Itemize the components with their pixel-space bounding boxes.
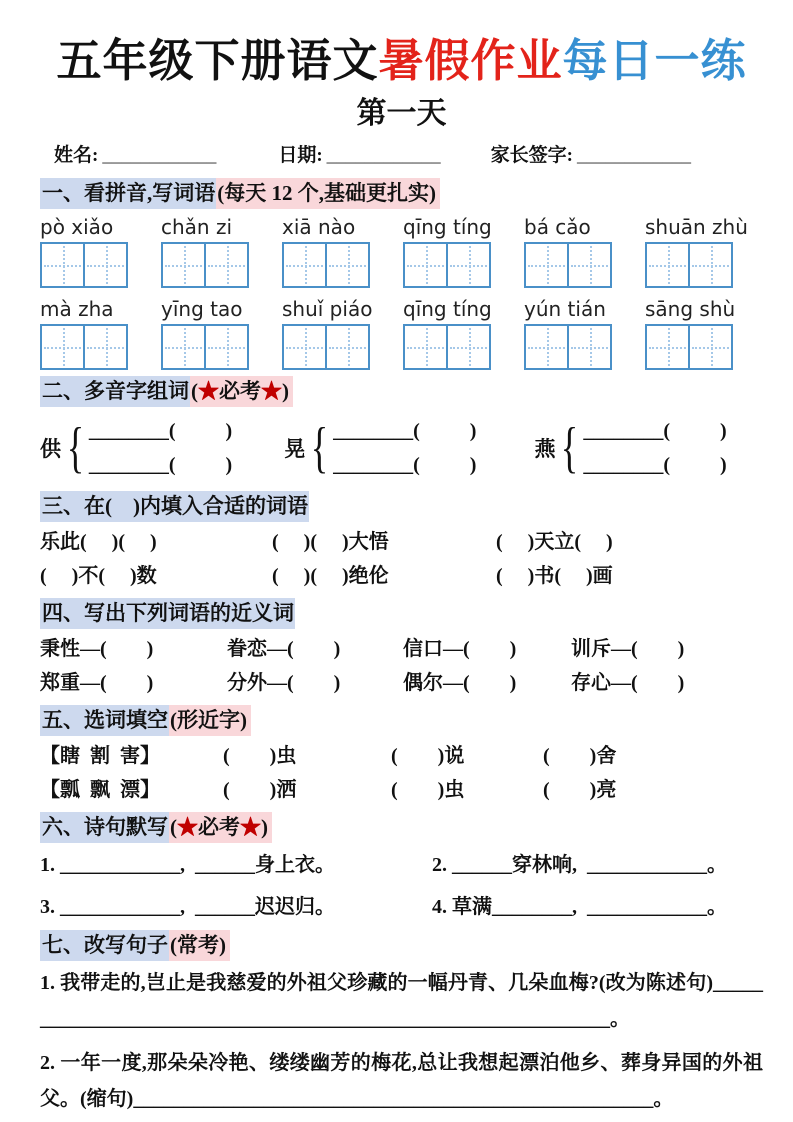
- pinyin-word: [40, 213, 161, 288]
- grid-cell: [40, 324, 85, 370]
- section3-header: [40, 492, 763, 521]
- brace-glyph: {: [561, 417, 579, 479]
- grid-cell: [83, 242, 128, 288]
- multi-reading-group: [284, 414, 476, 482]
- grid-cell: [83, 324, 128, 370]
- grid-cell: [524, 324, 569, 370]
- synonym-item: 分外—( ): [227, 672, 341, 694]
- grid-cell: [688, 242, 733, 288]
- poem-item: 4. 草满________, ____________。: [432, 896, 727, 918]
- tag-open: (: [191, 379, 198, 403]
- section1-header: [40, 179, 763, 208]
- star-icon: ★: [261, 379, 282, 403]
- answer-lines: [89, 414, 232, 482]
- section5-tag: (形近字): [169, 705, 251, 736]
- synonym-item: 偶尔—( ): [403, 672, 517, 694]
- brace-glyph: {: [66, 417, 85, 479]
- section3-row-2: [40, 560, 763, 593]
- grid-cell: [161, 324, 206, 370]
- tag-close: ): [261, 815, 268, 839]
- choice-item: ( )虫: [223, 745, 297, 767]
- choice-item: ( )虫: [391, 779, 465, 801]
- choice-item: ( )亮: [543, 779, 617, 801]
- section1-title: 一、看拼音,写词语: [40, 178, 216, 209]
- grid-cell: [325, 324, 370, 370]
- pinyin-label: bá cǎo: [524, 215, 591, 239]
- rewrite-sentence-1: 1. 我带走的,岂止是我慈爱的外祖父珍藏的一幅丹青、几朵血梅?(改为陈述句)______________________________________________________________。: [40, 972, 763, 1030]
- section2-tag: [190, 376, 293, 407]
- character: 晃: [284, 437, 306, 461]
- grid-cell: [688, 324, 733, 370]
- synonym-item: 郑重—( ): [40, 672, 154, 694]
- tag-close: ): [282, 379, 289, 403]
- section6-tag: [169, 812, 272, 843]
- pinyin-word: [282, 213, 403, 288]
- synonym-item: 存心—( ): [571, 672, 685, 694]
- section1-tag: (每天 12 个,基础更扎实): [216, 178, 440, 209]
- fill-item: ( )不( )数: [40, 565, 157, 587]
- pinyin-label: mà zha: [40, 297, 114, 321]
- answer-line: ________( ): [583, 420, 727, 442]
- name-label: 姓名:: [54, 145, 99, 166]
- section2-header: [40, 377, 763, 406]
- pinyin-label: sāng shù: [645, 297, 736, 321]
- title-part-homework: 暑假作业: [378, 35, 563, 86]
- info-row: [54, 140, 763, 167]
- answer-line: ________( ): [583, 454, 727, 476]
- character: 供: [40, 437, 61, 461]
- grid-cell: [446, 242, 491, 288]
- poem-item: 2. ______穿林响, ____________。: [432, 854, 727, 876]
- grid-cell: [567, 324, 612, 370]
- grid-cell: [282, 242, 327, 288]
- pinyin-word: [645, 295, 735, 370]
- pinyin-label: xiā nào: [282, 215, 356, 239]
- multi-reading-group: [40, 414, 232, 482]
- answer-lines: [583, 414, 726, 482]
- grid-cell: [567, 242, 612, 288]
- grid-cell: [645, 242, 690, 288]
- grid-cell: [446, 324, 491, 370]
- star-icon: ★: [198, 379, 219, 403]
- pinyin-label: shuān zhù: [645, 215, 748, 239]
- pinyin-word: [161, 213, 282, 288]
- name-field: [54, 140, 216, 167]
- section4-row-2: [40, 667, 763, 700]
- signature-field: [491, 140, 691, 167]
- brace-glyph: {: [310, 417, 329, 479]
- answer-lines: [333, 414, 476, 482]
- grid-cell: [524, 242, 569, 288]
- writing-grid: [40, 242, 161, 288]
- section7-tag: (常考): [169, 930, 230, 961]
- writing-grid: [403, 242, 524, 288]
- pinyin-label: yún tián: [524, 297, 606, 321]
- writing-grid: [645, 242, 748, 288]
- section3-title: 三、在( )内填入合适的词语: [40, 491, 309, 522]
- choice-bracket: 【瓢 飘 漂】: [40, 779, 160, 801]
- section2-title: 二、多音字组词: [40, 376, 190, 407]
- grid-cell: [161, 242, 206, 288]
- pinyin-label: yīng tao: [161, 297, 243, 321]
- section5-header: [40, 706, 763, 735]
- grid-cell: [403, 242, 448, 288]
- synonym-item: 秉性—( ): [40, 638, 154, 660]
- name-blank: ____________: [102, 145, 217, 166]
- signature-label: 家长签字:: [490, 145, 573, 166]
- fill-item: ( )书( )画: [496, 565, 613, 587]
- answer-line: ________( ): [333, 420, 477, 442]
- star-icon: ★: [177, 815, 198, 839]
- title-part-grade: 五年级下册语文: [56, 35, 379, 86]
- section5-title: 五、选词填空: [40, 705, 169, 736]
- pinyin-row-2: [40, 295, 763, 370]
- pinyin-word: [403, 295, 524, 370]
- section4-row-1: [40, 633, 763, 666]
- pinyin-word: [524, 295, 645, 370]
- pinyin-label: qīng tíng: [403, 297, 492, 321]
- grid-cell: [40, 242, 85, 288]
- rewrite-sentence-2: 2. 一年一度,那朵朵冷艳、缕缕幽芳的梅花,总让我想起漂泊他乡、葬身异国的外祖父。(缩句)____________________________________________________。: [40, 1052, 763, 1110]
- character: 燕: [534, 437, 556, 461]
- pinyin-word: [161, 295, 282, 370]
- fill-item: 乐此( )( ): [40, 531, 157, 553]
- poem-row-1: [40, 847, 763, 883]
- writing-grid: [282, 242, 403, 288]
- date-label: 日期:: [278, 145, 323, 166]
- pinyin-label: chǎn zi: [161, 215, 233, 239]
- date-blank: ____________: [326, 145, 441, 166]
- grid-cell: [204, 324, 249, 370]
- writing-grid: [524, 242, 645, 288]
- writing-grid: [524, 324, 645, 370]
- multi-reading-row: [40, 414, 763, 482]
- tag-open: (: [170, 815, 177, 839]
- synonym-item: 信口—( ): [403, 638, 517, 660]
- fill-item: ( )( )大悟: [272, 531, 389, 553]
- choice-item: ( )洒: [223, 779, 297, 801]
- grid-cell: [645, 324, 690, 370]
- page-title: [40, 30, 763, 92]
- writing-grid: [403, 324, 524, 370]
- poem-row-2: [40, 889, 763, 925]
- section6-title: 六、诗句默写: [40, 812, 169, 843]
- pinyin-label: qīng tíng: [403, 215, 492, 239]
- tag-text: 必考: [198, 815, 240, 839]
- poem-item: 3. ____________, ______迟迟归。: [40, 896, 335, 918]
- grid-cell: [204, 242, 249, 288]
- date-field: [278, 140, 440, 167]
- pinyin-label: pò xiǎo: [40, 215, 114, 239]
- grid-cell: [282, 324, 327, 370]
- answer-line: ________( ): [88, 420, 233, 442]
- answer-line: ________( ): [333, 454, 477, 476]
- title-part-daily: 每日一练: [562, 35, 747, 86]
- multi-reading-group: [534, 414, 726, 482]
- pinyin-word: [645, 213, 748, 288]
- writing-grid: [40, 324, 161, 370]
- writing-grid: [161, 324, 282, 370]
- day-heading: 第一天: [356, 97, 447, 130]
- section6-header: [40, 813, 763, 842]
- choice-bracket: 【瞎 割 害】: [40, 745, 160, 767]
- pinyin-label: shuǐ piáo: [282, 297, 373, 321]
- tag-text: 必考: [219, 379, 261, 403]
- section7-title: 七、改写句子: [40, 930, 169, 961]
- star-icon: ★: [240, 815, 261, 839]
- pinyin-word: [524, 213, 645, 288]
- synonym-item: 眷恋—( ): [227, 638, 341, 660]
- pinyin-word: [403, 213, 524, 288]
- writing-grid: [282, 324, 403, 370]
- writing-grid: [645, 324, 735, 370]
- synonym-item: 训斥—( ): [571, 638, 685, 660]
- answer-line: ________( ): [88, 454, 233, 476]
- section3-row-1: [40, 526, 763, 559]
- pinyin-row-1: [40, 213, 763, 288]
- fill-item: ( )( )绝伦: [272, 565, 389, 587]
- signature-blank: ____________: [576, 145, 691, 166]
- pinyin-word: [282, 295, 403, 370]
- fill-item: ( )天立( ): [496, 531, 613, 553]
- poem-item: 1. ____________, ______身上衣。: [40, 854, 335, 876]
- section4-title: 四、写出下列词语的近义词: [40, 598, 295, 629]
- writing-grid: [161, 242, 282, 288]
- section4-header: [40, 599, 763, 628]
- choice-item: ( )舍: [543, 745, 617, 767]
- choice-item: ( )说: [391, 745, 465, 767]
- grid-cell: [325, 242, 370, 288]
- section5-row-1: [40, 740, 763, 773]
- pinyin-word: [40, 295, 161, 370]
- section5-row-2: [40, 774, 763, 807]
- grid-cell: [403, 324, 448, 370]
- section7-header: [40, 931, 763, 960]
